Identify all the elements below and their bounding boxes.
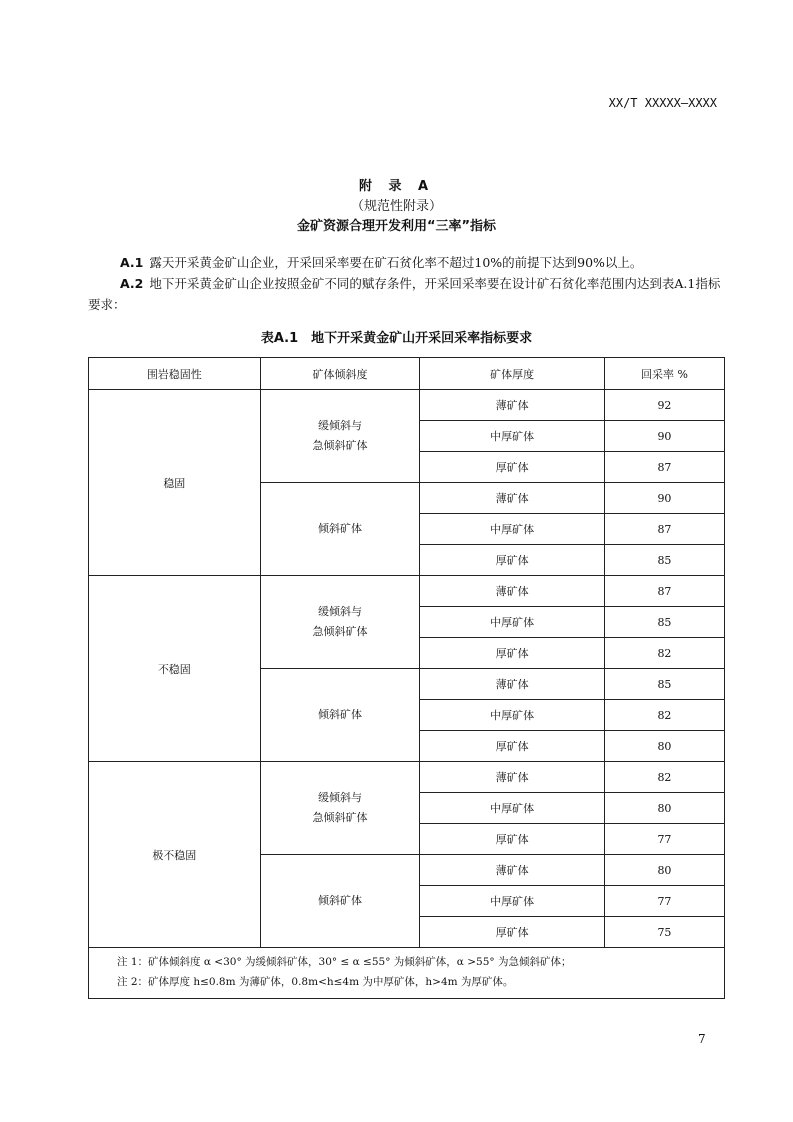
recovery-rate-table (88, 357, 725, 999)
rate-cell: 77 (604, 824, 724, 855)
inclination-label: 缓倾斜与 急倾斜矿体 (312, 419, 368, 452)
table-caption: 表A.1 地下开采黄金矿山开采回采率指标要求 (260, 331, 533, 346)
appendix-subtitle: 金矿资源合理开发利用“三率”指标 (296, 219, 497, 234)
inclination-label: 倾斜矿体 (317, 708, 362, 721)
header-stability: 围岩稳固性 (89, 358, 261, 390)
note-line: 注 1：矿体倾斜度 α <30° 为缓倾斜矿体，30° ≤ α ≤55° 为倾斜矿体，α >55° 为急倾斜矿体； (117, 956, 572, 968)
notes-row (89, 948, 725, 999)
thickness-cell: 薄矿体 (420, 390, 605, 421)
appendix-title: 附 录 A (358, 179, 435, 194)
stability-cell: 极不稳固 (89, 762, 261, 948)
thickness-cell: 厚矿体 (420, 731, 605, 762)
header-rate: 回采率 % (604, 358, 724, 390)
table-row (89, 390, 725, 421)
page-number: 7 (698, 1032, 706, 1046)
stability-cell: 不稳固 (89, 576, 261, 762)
clause-text: 露天开采黄金矿山企业，开采回采率要在矿石贫化率不超过10%的前提下达到90%以上。 (149, 255, 643, 270)
note-line: 注 2：矿体厚度 h≤0.8m 为薄矿体，0.8m<h≤4m 为中厚矿体，h>4m 为厚矿体。 (117, 976, 514, 988)
rate-cell: 80 (604, 731, 724, 762)
rate-cell: 87 (604, 514, 724, 545)
thickness-cell: 厚矿体 (420, 545, 605, 576)
inclination-label: 缓倾斜与 急倾斜矿体 (312, 791, 368, 824)
inclination-cell (260, 762, 420, 855)
thickness-cell: 薄矿体 (420, 483, 605, 514)
thickness-cell: 薄矿体 (420, 855, 605, 886)
rate-cell: 85 (604, 545, 724, 576)
rate-cell: 77 (604, 886, 724, 917)
thickness-cell: 厚矿体 (420, 824, 605, 855)
document-code: XX/T XXXXX—XXXX (608, 96, 717, 110)
rate-cell: 85 (604, 669, 724, 700)
thickness-cell: 中厚矿体 (420, 514, 605, 545)
rate-cell: 82 (604, 700, 724, 731)
clause-a1 (88, 252, 725, 273)
rate-cell: 85 (604, 607, 724, 638)
rate-cell: 90 (604, 421, 724, 452)
inclination-label: 倾斜矿体 (317, 894, 362, 907)
rate-cell: 80 (604, 855, 724, 886)
rate-cell: 92 (604, 390, 724, 421)
thickness-cell: 中厚矿体 (420, 607, 605, 638)
rate-cell: 87 (604, 452, 724, 483)
appendix-type: （规范性附录） (350, 199, 442, 214)
inclination-cell (260, 669, 420, 762)
rate-cell: 82 (604, 638, 724, 669)
thickness-cell: 厚矿体 (420, 638, 605, 669)
table-row (89, 762, 725, 793)
inclination-label: 缓倾斜与 急倾斜矿体 (312, 605, 368, 638)
thickness-cell: 厚矿体 (420, 917, 605, 948)
thickness-cell: 薄矿体 (420, 669, 605, 700)
rate-cell: 82 (604, 762, 724, 793)
rate-cell: 75 (604, 917, 724, 948)
thickness-cell: 薄矿体 (420, 576, 605, 607)
thickness-cell: 中厚矿体 (420, 886, 605, 917)
inclination-cell (260, 576, 420, 669)
table-body (89, 390, 725, 999)
thickness-cell: 中厚矿体 (420, 793, 605, 824)
clause-a2 (88, 273, 725, 315)
inclination-label: 倾斜矿体 (317, 522, 362, 535)
table-row (89, 576, 725, 607)
inclination-cell (260, 483, 420, 576)
table-header-row (89, 358, 725, 390)
header-inclination: 矿体倾斜度 (260, 358, 420, 390)
stability-cell: 稳固 (89, 390, 261, 576)
inclination-cell (260, 855, 420, 948)
table-notes (89, 948, 725, 999)
clause-number: A.1 (120, 255, 144, 270)
rate-cell: 90 (604, 483, 724, 514)
thickness-cell: 中厚矿体 (420, 700, 605, 731)
rate-cell: 80 (604, 793, 724, 824)
rate-cell: 87 (604, 576, 724, 607)
clause-number: A.2 (120, 276, 144, 291)
clause-text: 地下开采黄金矿山企业按照金矿不同的赋存条件，开采回采率要在设计矿石贫化率范围内达到表A.1指标要求： (88, 276, 721, 312)
header-thickness: 矿体厚度 (420, 358, 605, 390)
thickness-cell: 中厚矿体 (420, 421, 605, 452)
inclination-cell (260, 390, 420, 483)
thickness-cell: 薄矿体 (420, 762, 605, 793)
thickness-cell: 厚矿体 (420, 452, 605, 483)
